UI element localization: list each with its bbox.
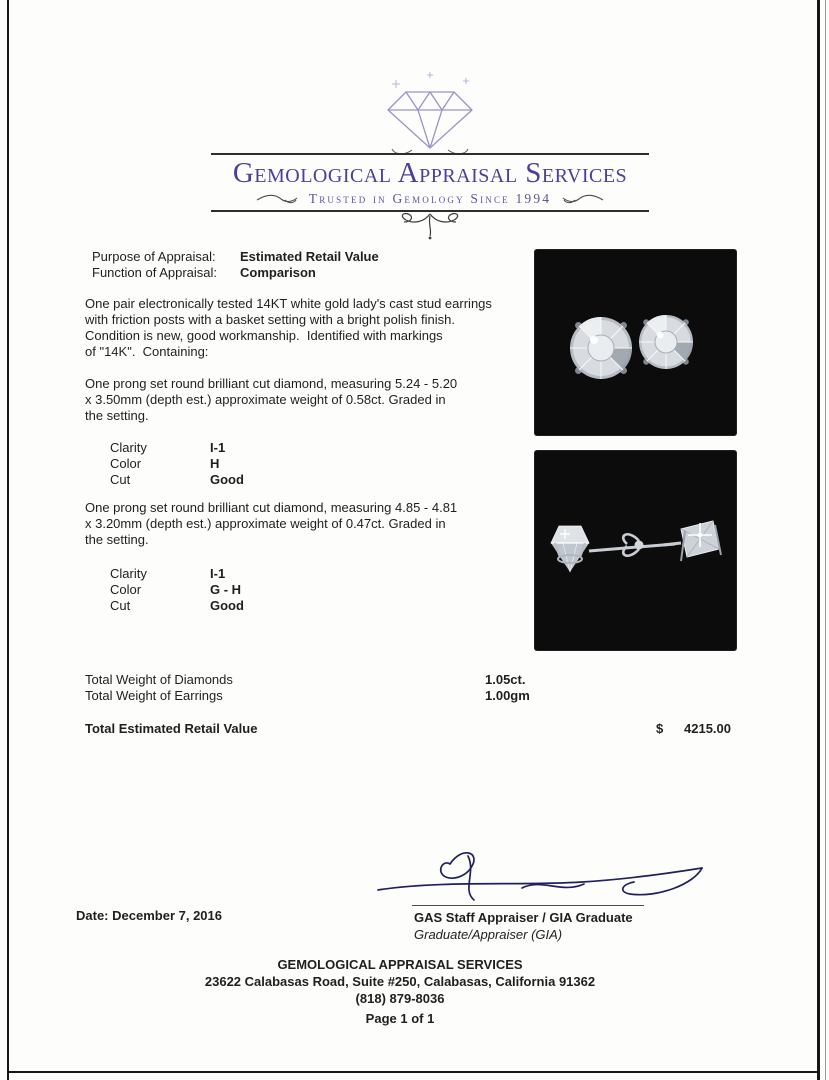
signature-line (412, 905, 644, 906)
diamond-logo-icon (382, 70, 478, 156)
total-value-label: Total Estimated Retail Value (85, 721, 258, 736)
scan-border-bottom (7, 1071, 820, 1073)
grade-value: I-1 (210, 440, 226, 455)
currency-symbol: $ (656, 721, 664, 736)
grade-value: G - H (210, 582, 242, 597)
date-row (76, 908, 222, 924)
function-label: Function of Appraisal: (92, 265, 218, 280)
earrings-side-photo (535, 451, 736, 650)
grade-row (110, 598, 244, 614)
grade-value: H (210, 456, 220, 471)
footer-block (0, 956, 800, 1007)
earrings-front-photo (535, 250, 736, 435)
grade-label: Clarity (110, 566, 147, 581)
purpose-row (92, 249, 379, 265)
grade-label: Cut (110, 472, 131, 487)
appraiser-subtitle: Graduate/Appraiser (GIA) (414, 927, 563, 942)
org-tagline: Trusted in Gemology Since 1994 (308, 191, 552, 206)
date-value: December 7, 2016 (112, 908, 222, 923)
stone-1-description: One prong set round brilliant cut diamond, measuring 5.24 - 5.20 x 3.50mm (depth est.) approximate weight of 0.58ct. Graded in the setting. (85, 376, 458, 423)
grade-label: Clarity (110, 440, 147, 455)
diamond-pair-top-view-icon (535, 250, 736, 435)
grade-label: Cut (110, 598, 131, 613)
grade-row (110, 440, 244, 456)
tagline-row (15, 191, 829, 207)
total-value-amount: 4215.00 (684, 721, 731, 736)
stone-2-grades (110, 566, 244, 614)
grade-value: Good (210, 472, 244, 487)
scan-border-left (7, 0, 9, 1080)
grade-row (110, 582, 244, 598)
appraiser-title: GAS Staff Appraiser / GIA Graduate (414, 910, 633, 925)
flourish-right-icon (561, 192, 605, 206)
total-diamonds-value: 1.05ct. (485, 672, 526, 687)
header-rule-top (211, 153, 649, 155)
grade-label: Color (110, 456, 142, 471)
signature-scribble (372, 848, 710, 912)
total-diamonds-label: Total Weight of Diamonds (85, 672, 233, 687)
footer-phone: (818) 879-8036 (355, 991, 445, 1006)
grade-label: Color (110, 582, 142, 597)
diamond-stud-side-view-icon (535, 451, 736, 650)
footer-org-name: GEMOLOGICAL APPRAISAL SERVICES (277, 957, 523, 972)
grade-value: Good (210, 598, 244, 613)
flourish-left-icon (255, 192, 299, 206)
grade-value: I-1 (210, 566, 226, 581)
total-earrings-value: 1.00gm (485, 688, 530, 703)
grade-row (110, 566, 244, 582)
org-title: Gemological Appraisal Services (232, 157, 628, 189)
scroll-ornament-icon (390, 212, 470, 240)
footer-address: 23622 Calabasas Road, Suite #250, Calabasas, California 91362 (204, 974, 596, 989)
function-value: Comparison (240, 265, 316, 280)
date-label: Date: (76, 908, 109, 923)
grade-row (110, 472, 244, 488)
item-description: One pair electronically tested 14KT white gold lady's cast stud earrings with friction posts with a basket setting with a bright polish finish. Condition is new, good workmanship. Identified with markings of "14K". Containing: (85, 296, 492, 359)
purpose-label: Purpose of Appraisal: (92, 249, 216, 264)
purpose-value: Estimated Retail Value (240, 249, 379, 264)
stone-2-description: One prong set round brilliant cut diamond, measuring 4.85 - 4.81 x 3.20mm (depth est.) approximate weight of 0.47ct. Graded in the setting. (85, 500, 458, 547)
total-earrings-label: Total Weight of Earrings (85, 688, 223, 703)
stone-1-grades (110, 440, 244, 488)
page-number: Page 1 of 1 (365, 1011, 435, 1026)
function-row (92, 265, 316, 281)
grade-row (110, 456, 244, 472)
